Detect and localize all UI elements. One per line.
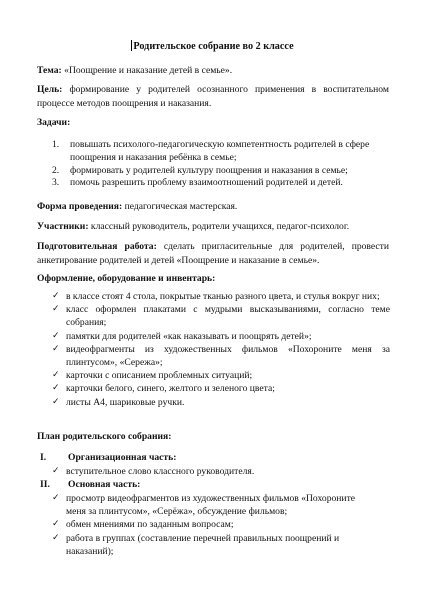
plan-heading: План родительского собрания: xyxy=(37,431,172,442)
check-icon: ✓ xyxy=(52,383,60,394)
plan-section-main: II. Основная часть: xyxy=(40,479,141,490)
list-item: 1. повышать психолого-педагогическую компетентность родителей в сфере поощрения и наказания ребёнка в семье; xyxy=(52,139,370,163)
list-item: 2. формировать у родителей культуру поощрения и наказания в семье; xyxy=(52,164,348,176)
list-item: ✓ карточки с описанием проблемных ситуаций; xyxy=(52,370,253,382)
prep-paragraph: Подготовительная работа: сделать пригласительные для родителей, провести анкетирование родителей и детей «Поощрение и наказание в семье». xyxy=(37,241,389,266)
participants-paragraph: Участники: классный руководитель, родители учащихся, педагог-психолог. xyxy=(37,221,350,232)
list-item: ✓ работа в группах (составление перечней правильных поощрений и наказаний); xyxy=(52,532,340,557)
list-item: ✓ памятки для родителей «как наказывать и поощрять детей»; xyxy=(52,330,312,342)
plan-main-list xyxy=(52,492,356,558)
list-item: ✓ класс оформлен плакатами с мудрыми высказываниями, согласно теме собрания; xyxy=(52,304,390,329)
check-icon: ✓ xyxy=(52,396,60,407)
check-icon: ✓ xyxy=(52,466,60,476)
tasks-heading: Задачи: xyxy=(37,117,71,128)
plan-section-organizational: I. Организационная часть: xyxy=(40,452,177,463)
list-item: ✓ видеофрагменты из художественных фильмов «Похороните меня за плинтусом», «Сережа»; xyxy=(52,343,390,369)
list-item: ✓ просмотр видеофрагментов из художественных фильмов «Похороните меня за плинтусом», «Серёжа», обсуждение фильмов; xyxy=(52,493,356,518)
list-item: 3. помочь разрешить проблему взаимоотношений родителей и детей. xyxy=(52,177,343,189)
check-icon: ✓ xyxy=(52,304,60,315)
list-item: ✓ вступительное слово классного руководителя. xyxy=(52,466,255,477)
check-icon: ✓ xyxy=(52,493,60,503)
goal-paragraph: Цель: формирование у родителей осознанного применения в воспитательном процессе методов поощрения и наказания. xyxy=(37,84,389,109)
form-paragraph: Форма проведения: педагогическая мастерская. xyxy=(37,201,238,212)
check-icon: ✓ xyxy=(52,343,60,354)
list-item: ✓ листы А4, шариковые ручки. xyxy=(52,396,185,408)
list-item: ✓ обмен мнениями по заданным вопросам; xyxy=(52,519,234,531)
check-icon: ✓ xyxy=(52,532,60,543)
plan-organizational-list xyxy=(52,465,390,478)
equipment-heading: Оформление, оборудование и инвентарь: xyxy=(37,273,216,284)
equipment-list xyxy=(52,290,390,409)
list-item: ✓ в классе стоят 4 стола, покрытые тканью разного цвета, и стулья вокруг них; xyxy=(52,291,380,302)
tasks-list xyxy=(52,139,390,190)
check-icon: ✓ xyxy=(52,370,60,381)
theme-paragraph: Тема: «Поощрение и наказание детей в семье». xyxy=(37,65,233,76)
check-icon: ✓ xyxy=(52,519,60,530)
list-item: ✓ карточки белого, синего, желтого и зеленого цвета; xyxy=(52,383,275,395)
document-title: Родительское собрание во 2 классе xyxy=(133,41,294,52)
check-icon: ✓ xyxy=(52,330,60,341)
check-icon: ✓ xyxy=(52,291,60,301)
